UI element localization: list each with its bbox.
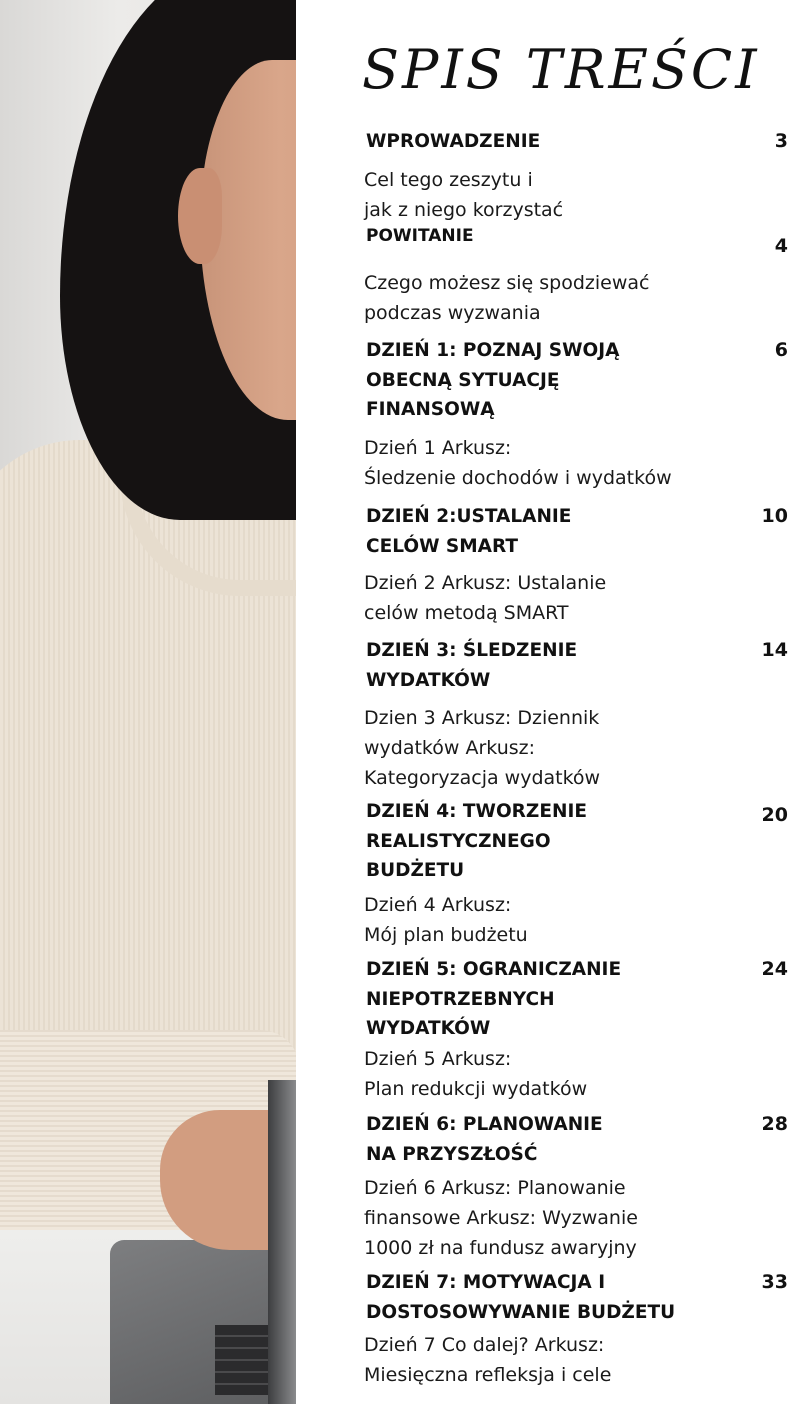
toc-heading-text: DZIEŃ 2:USTALANIE CELÓW SMART <box>366 506 572 557</box>
toc-heading-day-1 <box>366 336 696 425</box>
toc-subentry <box>364 568 714 628</box>
toc-page-number: 28 <box>761 1113 788 1135</box>
toc-subentry-text: Dzień 6 Arkusz: Planowanie finansowe Arkusz: Wyzwanie 1000 zł na fundusz awaryjny <box>364 1177 638 1259</box>
toc-subentry-text: Dzień 4 Arkusz: Mój plan budżetu <box>364 894 528 946</box>
toc-subentry-text: Cel tego zeszytu i jak z niego korzystać <box>364 169 564 221</box>
toc-subentry <box>364 1330 714 1390</box>
toc-subentry <box>364 165 714 225</box>
toc-subentry-text: Dzień 2 Arkusz: Ustalanie celów metodą SMART <box>364 572 607 624</box>
toc-subentry-text: Dzień 5 Arkusz: Plan redukcji wydatków <box>364 1048 588 1100</box>
toc-subentry-text: Dzień 7 Co dalej? Arkusz: Miesięczna refleksja i cele <box>364 1334 612 1386</box>
toc-subentry <box>364 268 714 328</box>
toc-page-number: 33 <box>761 1271 788 1293</box>
toc-heading-text: DZIEŃ 7: MOTYWACJA I DOSTOSOWYWANIE BUDŻETU <box>366 1272 676 1323</box>
toc-heading-text: DZIEŃ 3: ŚLEDZENIE WYDATKÓW <box>366 640 578 691</box>
toc-page-number: 14 <box>761 639 788 661</box>
toc-subentry <box>364 890 714 950</box>
toc-heading-day-3 <box>366 636 696 695</box>
toc-heading-text: POWITANIE <box>366 226 474 246</box>
toc-subentry-text: Czego możesz się spodziewać podczas wyzwania <box>364 272 650 324</box>
toc-heading-text: DZIEŃ 4: TWORZENIE REALISTYCZNEGO BUDŻETU <box>366 801 587 881</box>
toc-page-number: 24 <box>761 958 788 980</box>
toc-subentry <box>364 1044 714 1104</box>
toc-heading-welcome <box>366 222 696 252</box>
toc-heading-text: DZIEŃ 6: PLANOWANIE NA PRZYSZŁOŚĆ <box>366 1114 603 1165</box>
toc-subentry-text: Dzien 3 Arkusz: Dziennik wydatków Arkusz: Kategoryzacja wydatków <box>364 707 601 789</box>
toc-heading-text: DZIEŃ 5: OGRANICZANIE NIEPOTRZEBNYCH WYDATKÓW <box>366 959 622 1039</box>
toc-heading-introduction <box>366 127 696 157</box>
toc-page-number: 4 <box>774 235 788 257</box>
toc-subentry <box>364 703 714 793</box>
toc-subentry-text: Dzień 1 Arkusz: Śledzenie dochodów i wydatków <box>364 437 672 489</box>
toc-heading-day-5 <box>366 955 696 1044</box>
toc-subentry <box>364 1173 714 1263</box>
toc-heading-day-6 <box>366 1110 696 1169</box>
toc-heading-day-2 <box>366 502 696 561</box>
toc-heading-day-7 <box>366 1268 696 1327</box>
toc-page-number: 6 <box>774 339 788 361</box>
toc-page-number: 10 <box>761 505 788 527</box>
toc-heading-text: DZIEŃ 1: POZNAJ SWOJĄ OBECNĄ SYTUACJĘ FINANSOWĄ <box>366 340 620 420</box>
toc-subentry <box>364 433 714 493</box>
toc-page-number: 3 <box>774 130 788 152</box>
toc-title: SPIS TREŚCI <box>362 38 760 101</box>
toc-page-number: 20 <box>761 804 788 826</box>
toc-heading-day-4 <box>366 797 696 886</box>
toc-heading-text: WPROWADZENIE <box>366 131 541 152</box>
